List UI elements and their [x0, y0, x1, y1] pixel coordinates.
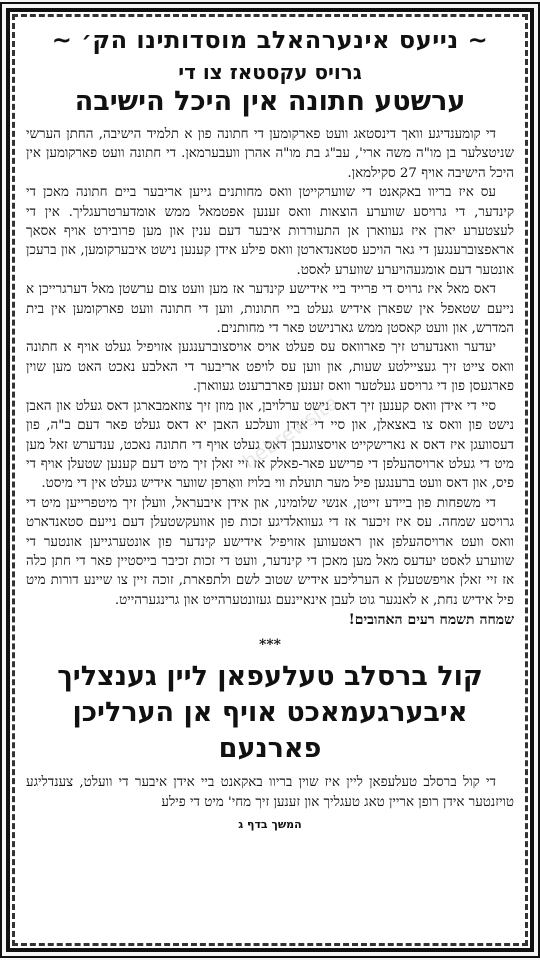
section-separator: *** [259, 637, 281, 654]
article-headline [20, 659, 520, 767]
headline-line: איבערגעמאכט אויף אן הערליכן פארנעם [72, 697, 468, 765]
article-paragraph: יעדער וואנדערט זיך פארוואס עס פעלט אויס אויסצוברענגען אזויפיל געלט אויף א חתונה וואס צייט זיך געציילטע שעות, און ווען עס לויפט אריבער די האלבע נאכט האט מען שוין פארגעסן פון די גרויסע געלטער וואס זענען פארברענט געווארן. [26, 340, 514, 395]
article-wedding [20, 60, 520, 629]
article-subtitle: גרויס עקסטאז צו די [178, 60, 362, 84]
newsletter-page [20, 26, 520, 938]
headline-line: קול ברסלב טעלעפאן ליין גענצליך [57, 661, 483, 693]
article-paragraph: די קול ברסלב טעלעפאן ליין איז שוין בריוו באקאנט ביי אידן איבער די וועלט, צענדליגע טויזנטער אידן רופן אריין טאג טעגליך און זענען זיך מחי' מיט די פילע [26, 775, 514, 810]
article-closing: שמחה תשמח רעים האהובים! [348, 612, 514, 629]
article-paragraph: דאס מאל איז גרויס די פרייד ביי אידישע קינדער אז מען וועט צום ערשטן מאל דערגרייכן א נייעם שטאפל אין שפארן אידיש געלט ביי חתונות, ווען די חתונה וועט פארקומען אין בית המדרש, און וועט קאסטן ממש גארנישט פאר די מחותנים. [26, 282, 514, 337]
page-border [6, 8, 534, 952]
watermark: hebrewsite [238, 390, 343, 474]
article-body [26, 773, 514, 812]
article-paragraph: די קומענדיגע וואך דינסטאג וועט פארקומען די חתונה פון א תלמיד הישיבה, החתן הערשי שניטצלער בן מו"ה משה ארי', עב"ג בת מו"ה אהרן וועבערמאן. די חתונה וועט פארקומען אין היכל הישיבה אויף 27 סקילמאן. [26, 127, 514, 181]
continued-note: המשך בדף ג [238, 817, 302, 831]
article-paragraph: די משפחות פון ביידע זייטן, אנשי שלומינו, און אידן איבעראל, וועלן זיך מיטפרייען מיט די גרויסע שמחה. עס איז זיכער אז די געוואלדיגע זכות פון אוועקשטעלן דעם נייעם סטאנדארט וואס וועט ארויסהעלפן און ראטעווען אזויפיל אידישע קינדער פון אונטערגייען אונטער די שווערע לאסט יעדעס מאל מען מאכן די קינדער, וועט די זכות זכיבר בייסטיין פאר די חתן כלה אז זיי זאלן אויפשטעלן א הערליכע אידיש שטוב לשם ולתפארת, זוכה זיין צו שיינע דורות מיט פיל אידיש נחת, א לאנגער גוט לעבן אינאיינעם געזונטערהייט און גרינגערהייט. [26, 495, 514, 608]
article-body [26, 125, 514, 610]
section-title: ~ נייעס אינערהאלב מוסדותינו הק׳ ~ [51, 26, 489, 54]
article-paragraph: עס איז בריוו באקאנט די שווערקייטן וואס מחותנים גייען אריבער ביים חתונה מאכן די קינדער, די גרויסע שווערע הוצאות וואס זענען אפטמאל ממש אומדערטרעגליך. אין די לעצטערע יארן איז געווארן אן התעוררות איבער דעם ענין און מען פרובירט אויף אסאך אראפצוברענגען די גאר הויכע סטאנדארטן וואס פילע אידן קענען נישט איבערקומען, און ברעכן אונטער דעם אומגעהויערע שווערע לאסט. [26, 185, 514, 278]
article-headline: ערשטע חתונה אין היכל הישיבה [74, 86, 466, 117]
article-paragraph: סיי די אידן וואס קענען זיך דאס נישט ערלויבן, און מוזן זיך צוזאמבארגן דאס געלט און האבן נישט פון וואס צו באצאלן, און סיי די אידן וועלכע האבן יא דאס געלט פאר דעם ב"ה, פון דעסוועגן איז דאס א נארישקייט אויסצוגעבן דאס געלט אויף די חתונה נאכט, ענדערש זאל מען מיט די געלט ארויסהעלפן די פרישע פאר-פאלק אז זיי זאלן זיך מיט דעם קענען שטעלן אויף די פיס, און דאס וועט ברענגען פיל מער תועלת ווי בלויז וואַרפן שווער אידיש געלט אין די מיסט. [26, 398, 514, 492]
article-phone-line [20, 659, 520, 812]
